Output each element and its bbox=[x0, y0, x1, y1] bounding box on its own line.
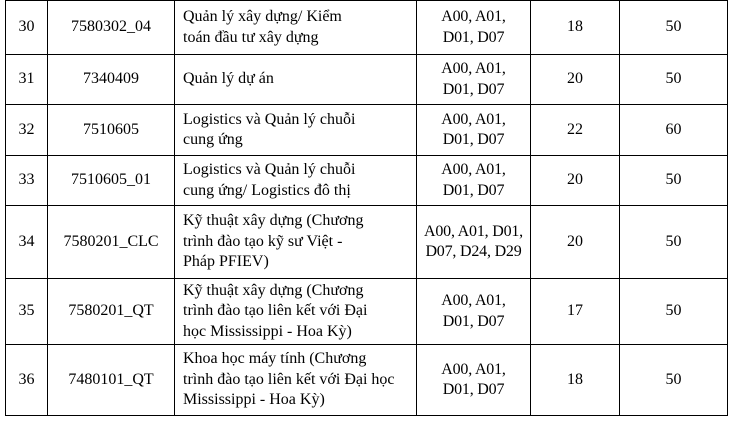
admissions-table bbox=[5, 0, 728, 416]
subject-combos-line: A00, A01, bbox=[441, 110, 506, 128]
major-code-cell bbox=[48, 55, 175, 105]
major-code: 7510605_01 bbox=[71, 171, 151, 189]
min-score: 20 bbox=[567, 171, 583, 189]
subject-combos-line: D01, D07 bbox=[442, 381, 505, 398]
major-name-line: học Mississippi - Hoa Kỳ) bbox=[183, 322, 352, 340]
subject-combos-line: D01, D07 bbox=[442, 80, 505, 98]
subject-combos-line: D01, D07 bbox=[442, 312, 505, 330]
major-code-cell bbox=[48, 156, 175, 206]
row-number: 34 bbox=[18, 232, 35, 250]
table-row bbox=[6, 345, 728, 416]
major-code: 7510605 bbox=[83, 120, 139, 138]
major-name-line: Kỹ thuật xây dựng (Chương bbox=[183, 212, 364, 230]
row-number: 36 bbox=[18, 370, 35, 388]
major-name-cell bbox=[175, 105, 417, 156]
quota: 50 bbox=[665, 18, 682, 36]
min-score-cell bbox=[531, 156, 620, 206]
min-score-cell bbox=[531, 206, 620, 279]
min-score-cell bbox=[531, 279, 620, 345]
subject-combos-cell bbox=[417, 156, 531, 206]
major-name-line: Logistics và Quản lý chuỗi bbox=[183, 161, 356, 178]
major-name-line: trình đào tạo liên kết với Đại bbox=[183, 302, 368, 320]
min-score: 22 bbox=[567, 120, 583, 138]
major-name-cell bbox=[175, 206, 417, 279]
major-name-line: cung ứng/ Logistics đô thị bbox=[183, 181, 351, 199]
row-number-cell bbox=[6, 345, 48, 416]
row-number-cell bbox=[6, 1, 48, 55]
quota: 50 bbox=[665, 370, 682, 388]
min-score: 20 bbox=[567, 232, 583, 250]
quota: 50 bbox=[665, 70, 682, 88]
quota-cell bbox=[620, 105, 728, 156]
quota-cell bbox=[620, 55, 728, 105]
subject-combos-cell bbox=[417, 105, 531, 156]
row-number-cell bbox=[6, 156, 48, 206]
table-row bbox=[6, 55, 728, 105]
min-score-cell bbox=[531, 1, 620, 55]
major-name-line: Quản lý xây dựng/ Kiểm bbox=[183, 8, 342, 25]
subject-combos-cell bbox=[417, 279, 531, 345]
row-number-cell bbox=[6, 105, 48, 156]
min-score-cell bbox=[531, 105, 620, 156]
quota: 60 bbox=[665, 120, 682, 138]
major-name-line: Kỹ thuật xây dựng (Chương bbox=[183, 281, 364, 299]
subject-combos-cell bbox=[417, 1, 531, 55]
major-code-cell bbox=[48, 279, 175, 345]
major-name-line: cung ứng bbox=[183, 131, 243, 148]
table-row bbox=[6, 279, 728, 345]
min-score: 20 bbox=[567, 70, 583, 88]
table-row bbox=[6, 105, 728, 156]
row-number: 32 bbox=[18, 120, 35, 138]
quota: 50 bbox=[665, 302, 682, 320]
row-number-cell bbox=[6, 279, 48, 345]
row-number-cell bbox=[6, 206, 48, 279]
major-code: 7580201_CLC bbox=[63, 232, 159, 250]
major-name-line: trình đào tạo liên kết với Đại học bbox=[183, 370, 395, 388]
quota: 50 bbox=[665, 232, 682, 250]
min-score-cell bbox=[531, 345, 620, 416]
major-code: 7340409 bbox=[83, 70, 139, 88]
subject-combos-line: D07, D24, D29 bbox=[425, 243, 522, 260]
subject-combos-line: A00, A01, bbox=[441, 360, 506, 378]
quota-cell bbox=[620, 206, 728, 279]
major-name-cell bbox=[175, 156, 417, 206]
major-name-line: Quản lý dự án bbox=[183, 70, 274, 88]
subject-combos-line: A00, A01, bbox=[441, 292, 506, 309]
subject-combos-line: A00, A01, D01, bbox=[424, 222, 523, 240]
row-number: 30 bbox=[18, 18, 35, 36]
subject-combos-line: A00, A01, bbox=[441, 161, 506, 178]
min-score: 18 bbox=[567, 370, 583, 388]
subject-combos-cell bbox=[417, 206, 531, 279]
major-name-cell bbox=[175, 279, 417, 345]
major-name-line: Pháp PFIEV) bbox=[183, 253, 269, 271]
quota-cell bbox=[620, 345, 728, 416]
row-number: 31 bbox=[18, 70, 35, 88]
subject-combos-cell bbox=[417, 55, 531, 105]
major-name-line: Mississippi - Hoa Kỳ) bbox=[183, 391, 325, 409]
subject-combos-line: D01, D07 bbox=[442, 131, 505, 148]
min-score: 17 bbox=[567, 302, 583, 320]
quota-cell bbox=[620, 156, 728, 206]
major-code: 7580302_04 bbox=[71, 18, 151, 36]
subject-combos-line: D01, D07 bbox=[442, 28, 505, 46]
major-name-line: toán đầu tư xây dựng bbox=[183, 28, 319, 46]
subject-combos-line: A00, A01, bbox=[441, 8, 506, 25]
major-name-line: trình đào tạo kỹ sư Việt - bbox=[183, 232, 343, 250]
table-body bbox=[6, 1, 728, 416]
quota-cell bbox=[620, 279, 728, 345]
major-code: 7580201_QT bbox=[68, 302, 154, 320]
major-name-line: Logistics và Quản lý chuỗi bbox=[183, 110, 356, 128]
quota: 50 bbox=[665, 171, 682, 189]
subject-combos-line: A00, A01, bbox=[441, 60, 506, 77]
table-row bbox=[6, 1, 728, 55]
row-number: 33 bbox=[18, 171, 35, 189]
quota-cell bbox=[620, 1, 728, 55]
row-number-cell bbox=[6, 55, 48, 105]
major-code-cell bbox=[48, 1, 175, 55]
major-name-cell bbox=[175, 345, 417, 416]
table-row bbox=[6, 206, 728, 279]
major-code-cell bbox=[48, 206, 175, 279]
min-score-cell bbox=[531, 55, 620, 105]
major-code: 7480101_QT bbox=[68, 370, 154, 388]
table-row bbox=[6, 156, 728, 206]
major-name-cell bbox=[175, 55, 417, 105]
major-name-cell bbox=[175, 1, 417, 55]
major-code-cell bbox=[48, 105, 175, 156]
subject-combos-cell bbox=[417, 345, 531, 416]
min-score: 18 bbox=[567, 18, 583, 36]
major-code-cell bbox=[48, 345, 175, 416]
major-name-line: Khoa học máy tính (Chương bbox=[183, 350, 367, 368]
row-number: 35 bbox=[18, 302, 35, 320]
subject-combos-line: D01, D07 bbox=[442, 181, 505, 199]
